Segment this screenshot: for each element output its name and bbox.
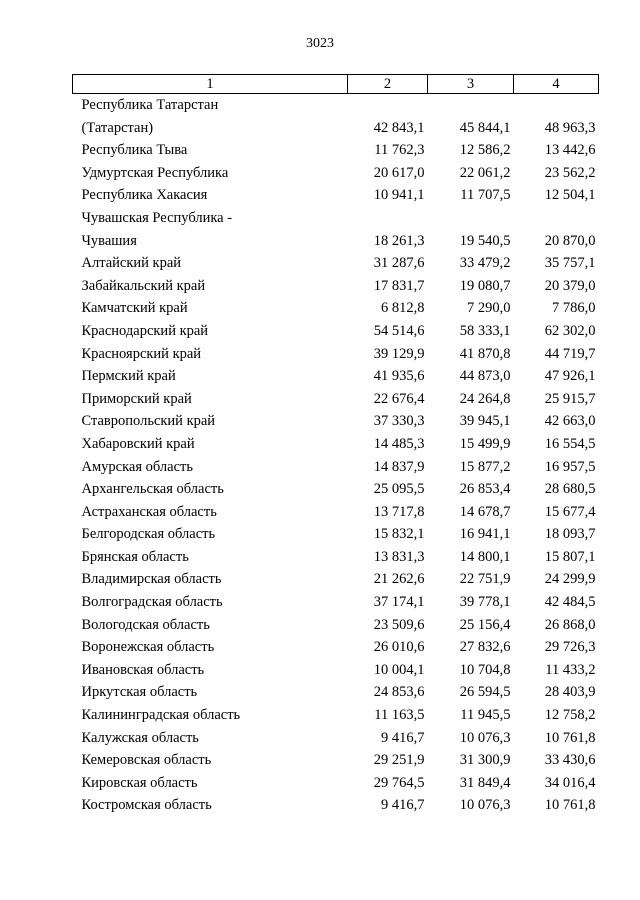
value-cell-col-3: 16 941,1 xyxy=(459,526,511,543)
region-name-cell: Алтайский край xyxy=(81,255,182,272)
table-row xyxy=(73,320,599,343)
value-cell-col-2: 14 485,3 xyxy=(373,435,425,452)
value-cell-col-3: 58 333,1 xyxy=(459,322,511,339)
value-cell-col-3: 19 540,5 xyxy=(459,232,511,249)
value-cell-col-3: 33 479,2 xyxy=(459,255,511,272)
value-cell-col-2: 13 717,8 xyxy=(373,503,425,520)
column-header-2: 2 xyxy=(348,75,428,94)
table-row xyxy=(73,275,599,298)
value-cell-col-2: 23 509,6 xyxy=(373,616,425,633)
value-cell-col-3: 10 076,3 xyxy=(459,797,511,814)
value-cell-col-3: 15 877,2 xyxy=(459,458,511,475)
region-name-cell: Забайкальский край xyxy=(81,277,206,294)
table-row xyxy=(73,614,599,637)
region-name-cell: Чувашия xyxy=(81,232,137,249)
value-cell-col-3: 7 290,0 xyxy=(467,300,511,317)
region-name-cell: Приморский край xyxy=(81,390,192,407)
value-cell-col-2: 37 174,1 xyxy=(373,594,425,611)
table-row xyxy=(73,546,599,569)
value-cell-col-4: 47 926,1 xyxy=(544,368,596,385)
value-cell-col-4: 18 093,7 xyxy=(544,526,596,543)
value-cell-col-2 xyxy=(348,94,428,117)
value-cell-col-3: 41 870,8 xyxy=(459,345,511,362)
value-cell-col-2: 6 812,8 xyxy=(381,300,425,317)
value-cell-col-4: 24 299,9 xyxy=(544,571,596,588)
value-cell-col-3: 24 264,8 xyxy=(459,390,511,407)
data-table-container xyxy=(72,74,598,817)
table-row xyxy=(73,659,599,682)
value-cell-col-2: 13 831,3 xyxy=(373,548,425,565)
value-cell-col-2: 17 831,7 xyxy=(373,277,425,294)
table-row xyxy=(73,478,599,501)
value-cell-col-2: 14 837,9 xyxy=(373,458,425,475)
region-name-cell: Камчатский край xyxy=(81,300,188,317)
table-row xyxy=(73,794,599,817)
region-name-cell: Воронежская область xyxy=(81,639,215,656)
value-cell-col-4: 26 868,0 xyxy=(544,616,596,633)
data-table xyxy=(72,74,599,817)
value-cell-col-2: 18 261,3 xyxy=(373,232,425,249)
value-cell-col-2: 11 163,5 xyxy=(374,707,425,724)
value-cell-col-2: 10 004,1 xyxy=(373,661,425,678)
value-cell-col-3: 31 849,4 xyxy=(459,774,511,791)
value-cell-col-3: 39 778,1 xyxy=(459,594,511,611)
value-cell-col-4: 12 504,1 xyxy=(544,187,596,204)
region-name-cell: Калининградская область xyxy=(81,707,241,724)
table-row xyxy=(73,772,599,795)
region-name-cell: Чувашская Республика - xyxy=(81,209,233,226)
value-cell-col-4: 20 870,0 xyxy=(544,232,596,249)
table-row xyxy=(73,727,599,750)
region-name-cell: Республика Татарстан xyxy=(81,97,219,113)
value-cell-col-3: 45 844,1 xyxy=(459,119,511,136)
page-number: 3023 xyxy=(306,36,334,51)
value-cell-col-2: 42 843,1 xyxy=(373,119,425,136)
value-cell-col-4: 25 915,7 xyxy=(544,390,596,407)
value-cell-col-3: 27 832,6 xyxy=(459,639,511,656)
value-cell-col-4: 35 757,1 xyxy=(544,255,596,272)
region-name-cell: Астраханская область xyxy=(81,503,217,520)
value-cell-col-2: 24 853,6 xyxy=(373,684,425,701)
value-cell-col-2: 25 095,5 xyxy=(373,481,425,498)
value-cell-col-3: 26 853,4 xyxy=(459,481,511,498)
region-name-cell: Амурская область xyxy=(81,458,193,475)
value-cell-col-2: 29 764,5 xyxy=(373,774,425,791)
region-name-cell: Республика Хакасия xyxy=(81,187,208,204)
value-cell-col-4: 10 761,8 xyxy=(544,729,596,746)
value-cell-col-3: 10 076,3 xyxy=(459,729,511,746)
region-name-cell: Удмуртская Республика xyxy=(81,164,229,181)
value-cell-col-2: 31 287,6 xyxy=(373,255,425,272)
region-name-cell: Хабаровский край xyxy=(81,435,195,452)
value-cell-col-4: 23 562,2 xyxy=(544,164,596,181)
value-cell-col-2: 54 514,6 xyxy=(373,322,425,339)
value-cell-col-4: 44 719,7 xyxy=(544,345,596,362)
value-cell-col-4: 12 758,2 xyxy=(544,707,596,724)
value-cell-col-3: 39 945,1 xyxy=(459,413,511,430)
column-header-1: 1 xyxy=(73,75,348,94)
value-cell-col-3: 10 704,8 xyxy=(459,661,511,678)
value-cell-col-4 xyxy=(514,207,599,230)
value-cell-col-4: 20 379,0 xyxy=(544,277,596,294)
value-cell-col-4: 42 663,0 xyxy=(544,413,596,430)
value-cell-col-3 xyxy=(428,207,514,230)
value-cell-col-2: 37 330,3 xyxy=(373,413,425,430)
value-cell-col-3: 11 707,5 xyxy=(460,187,511,204)
header-row xyxy=(73,75,599,94)
table-row xyxy=(73,388,599,411)
region-name-cell: Калужская область xyxy=(81,729,199,746)
value-cell-col-4: 33 430,6 xyxy=(544,752,596,769)
value-cell-col-4: 48 963,3 xyxy=(544,119,596,136)
value-cell-col-3: 15 499,9 xyxy=(459,435,511,452)
value-cell-col-4: 29 726,3 xyxy=(544,639,596,656)
value-cell-col-4: 42 484,5 xyxy=(544,594,596,611)
table-row xyxy=(73,410,599,433)
value-cell-col-3: 11 945,5 xyxy=(460,707,511,724)
value-cell-col-3: 25 156,4 xyxy=(459,616,511,633)
value-cell-col-4: 7 786,0 xyxy=(552,300,596,317)
value-cell-col-4: 11 433,2 xyxy=(545,661,596,678)
table-row xyxy=(73,184,599,207)
region-name-cell: Кемеровская область xyxy=(81,752,212,769)
value-cell-col-2: 26 010,6 xyxy=(373,639,425,656)
value-cell-col-2: 10 941,1 xyxy=(373,187,425,204)
value-cell-col-2: 9 416,7 xyxy=(381,797,425,814)
value-cell-col-2: 29 251,9 xyxy=(373,752,425,769)
region-name-cell: Волгоградская область xyxy=(81,594,223,611)
value-cell-col-3: 22 751,9 xyxy=(459,571,511,588)
table-row xyxy=(73,94,599,117)
value-cell-col-2: 22 676,4 xyxy=(373,390,425,407)
table-row xyxy=(73,139,599,162)
value-cell-col-2: 41 935,6 xyxy=(373,368,425,385)
value-cell-col-2: 39 129,9 xyxy=(373,345,425,362)
table-row xyxy=(73,297,599,320)
value-cell-col-3: 14 800,1 xyxy=(459,548,511,565)
value-cell-col-3: 12 586,2 xyxy=(459,142,511,159)
value-cell-col-4: 62 302,0 xyxy=(544,322,596,339)
table-row xyxy=(73,343,599,366)
table-row xyxy=(73,523,599,546)
value-cell-col-2: 15 832,1 xyxy=(373,526,425,543)
value-cell-col-3: 44 873,0 xyxy=(459,368,511,385)
value-cell-col-4: 16 957,5 xyxy=(544,458,596,475)
column-header-3: 3 xyxy=(428,75,514,94)
value-cell-col-4: 15 807,1 xyxy=(544,548,596,565)
region-name-cell: Костромская область xyxy=(81,797,212,814)
region-name-cell: Брянская область xyxy=(81,548,189,565)
value-cell-col-3: 14 678,7 xyxy=(459,503,511,520)
value-cell-col-4: 16 554,5 xyxy=(544,435,596,452)
table-row xyxy=(73,230,599,253)
region-name-cell: Кировская область xyxy=(81,774,198,791)
table-row xyxy=(73,749,599,772)
table-row xyxy=(73,704,599,727)
table-row xyxy=(73,162,599,185)
value-cell-col-3: 19 080,7 xyxy=(459,277,511,294)
value-cell-col-3: 22 061,2 xyxy=(459,164,511,181)
table-row xyxy=(73,365,599,388)
value-cell-col-4: 13 442,6 xyxy=(544,142,596,159)
value-cell-col-3 xyxy=(428,94,514,117)
table-row xyxy=(73,207,599,230)
value-cell-col-2: 20 617,0 xyxy=(373,164,425,181)
table-row xyxy=(73,433,599,456)
value-cell-col-3: 31 300,9 xyxy=(459,752,511,769)
value-cell-col-2 xyxy=(348,207,428,230)
region-name-cell: Белгородская область xyxy=(81,526,216,543)
value-cell-col-4: 28 680,5 xyxy=(544,481,596,498)
region-name-cell: Республика Тыва xyxy=(81,142,188,159)
table-row xyxy=(73,681,599,704)
value-cell-col-2: 11 762,3 xyxy=(374,142,425,159)
table-row xyxy=(73,117,599,140)
region-name-cell: (Татарстан) xyxy=(81,119,154,136)
value-cell-col-4: 28 403,9 xyxy=(544,684,596,701)
value-cell-col-4: 34 016,4 xyxy=(544,774,596,791)
value-cell-col-3: 26 594,5 xyxy=(459,684,511,701)
region-name-cell: Ставропольский край xyxy=(81,413,216,430)
table-row xyxy=(73,636,599,659)
region-name-cell: Ивановская область xyxy=(81,661,205,678)
table-row xyxy=(73,568,599,591)
table-header xyxy=(73,75,599,94)
value-cell-col-4 xyxy=(514,94,599,117)
region-name-cell: Архангельская область xyxy=(81,481,224,498)
region-name-cell: Иркутская область xyxy=(81,684,198,701)
region-name-cell: Красноярский край xyxy=(81,345,202,362)
table-row xyxy=(73,456,599,479)
region-name-cell: Краснодарский край xyxy=(81,322,209,339)
value-cell-col-4: 10 761,8 xyxy=(544,797,596,814)
region-name-cell: Вологодская область xyxy=(81,616,210,633)
table-row xyxy=(73,591,599,614)
value-cell-col-2: 9 416,7 xyxy=(381,729,425,746)
region-name-cell: Пермский край xyxy=(81,368,176,385)
value-cell-col-2: 21 262,6 xyxy=(373,571,425,588)
region-name-cell: Владимирская область xyxy=(81,571,222,588)
table-row xyxy=(73,252,599,275)
table-body xyxy=(73,94,599,818)
column-header-4: 4 xyxy=(514,75,599,94)
table-row xyxy=(73,501,599,524)
value-cell-col-4: 15 677,4 xyxy=(544,503,596,520)
